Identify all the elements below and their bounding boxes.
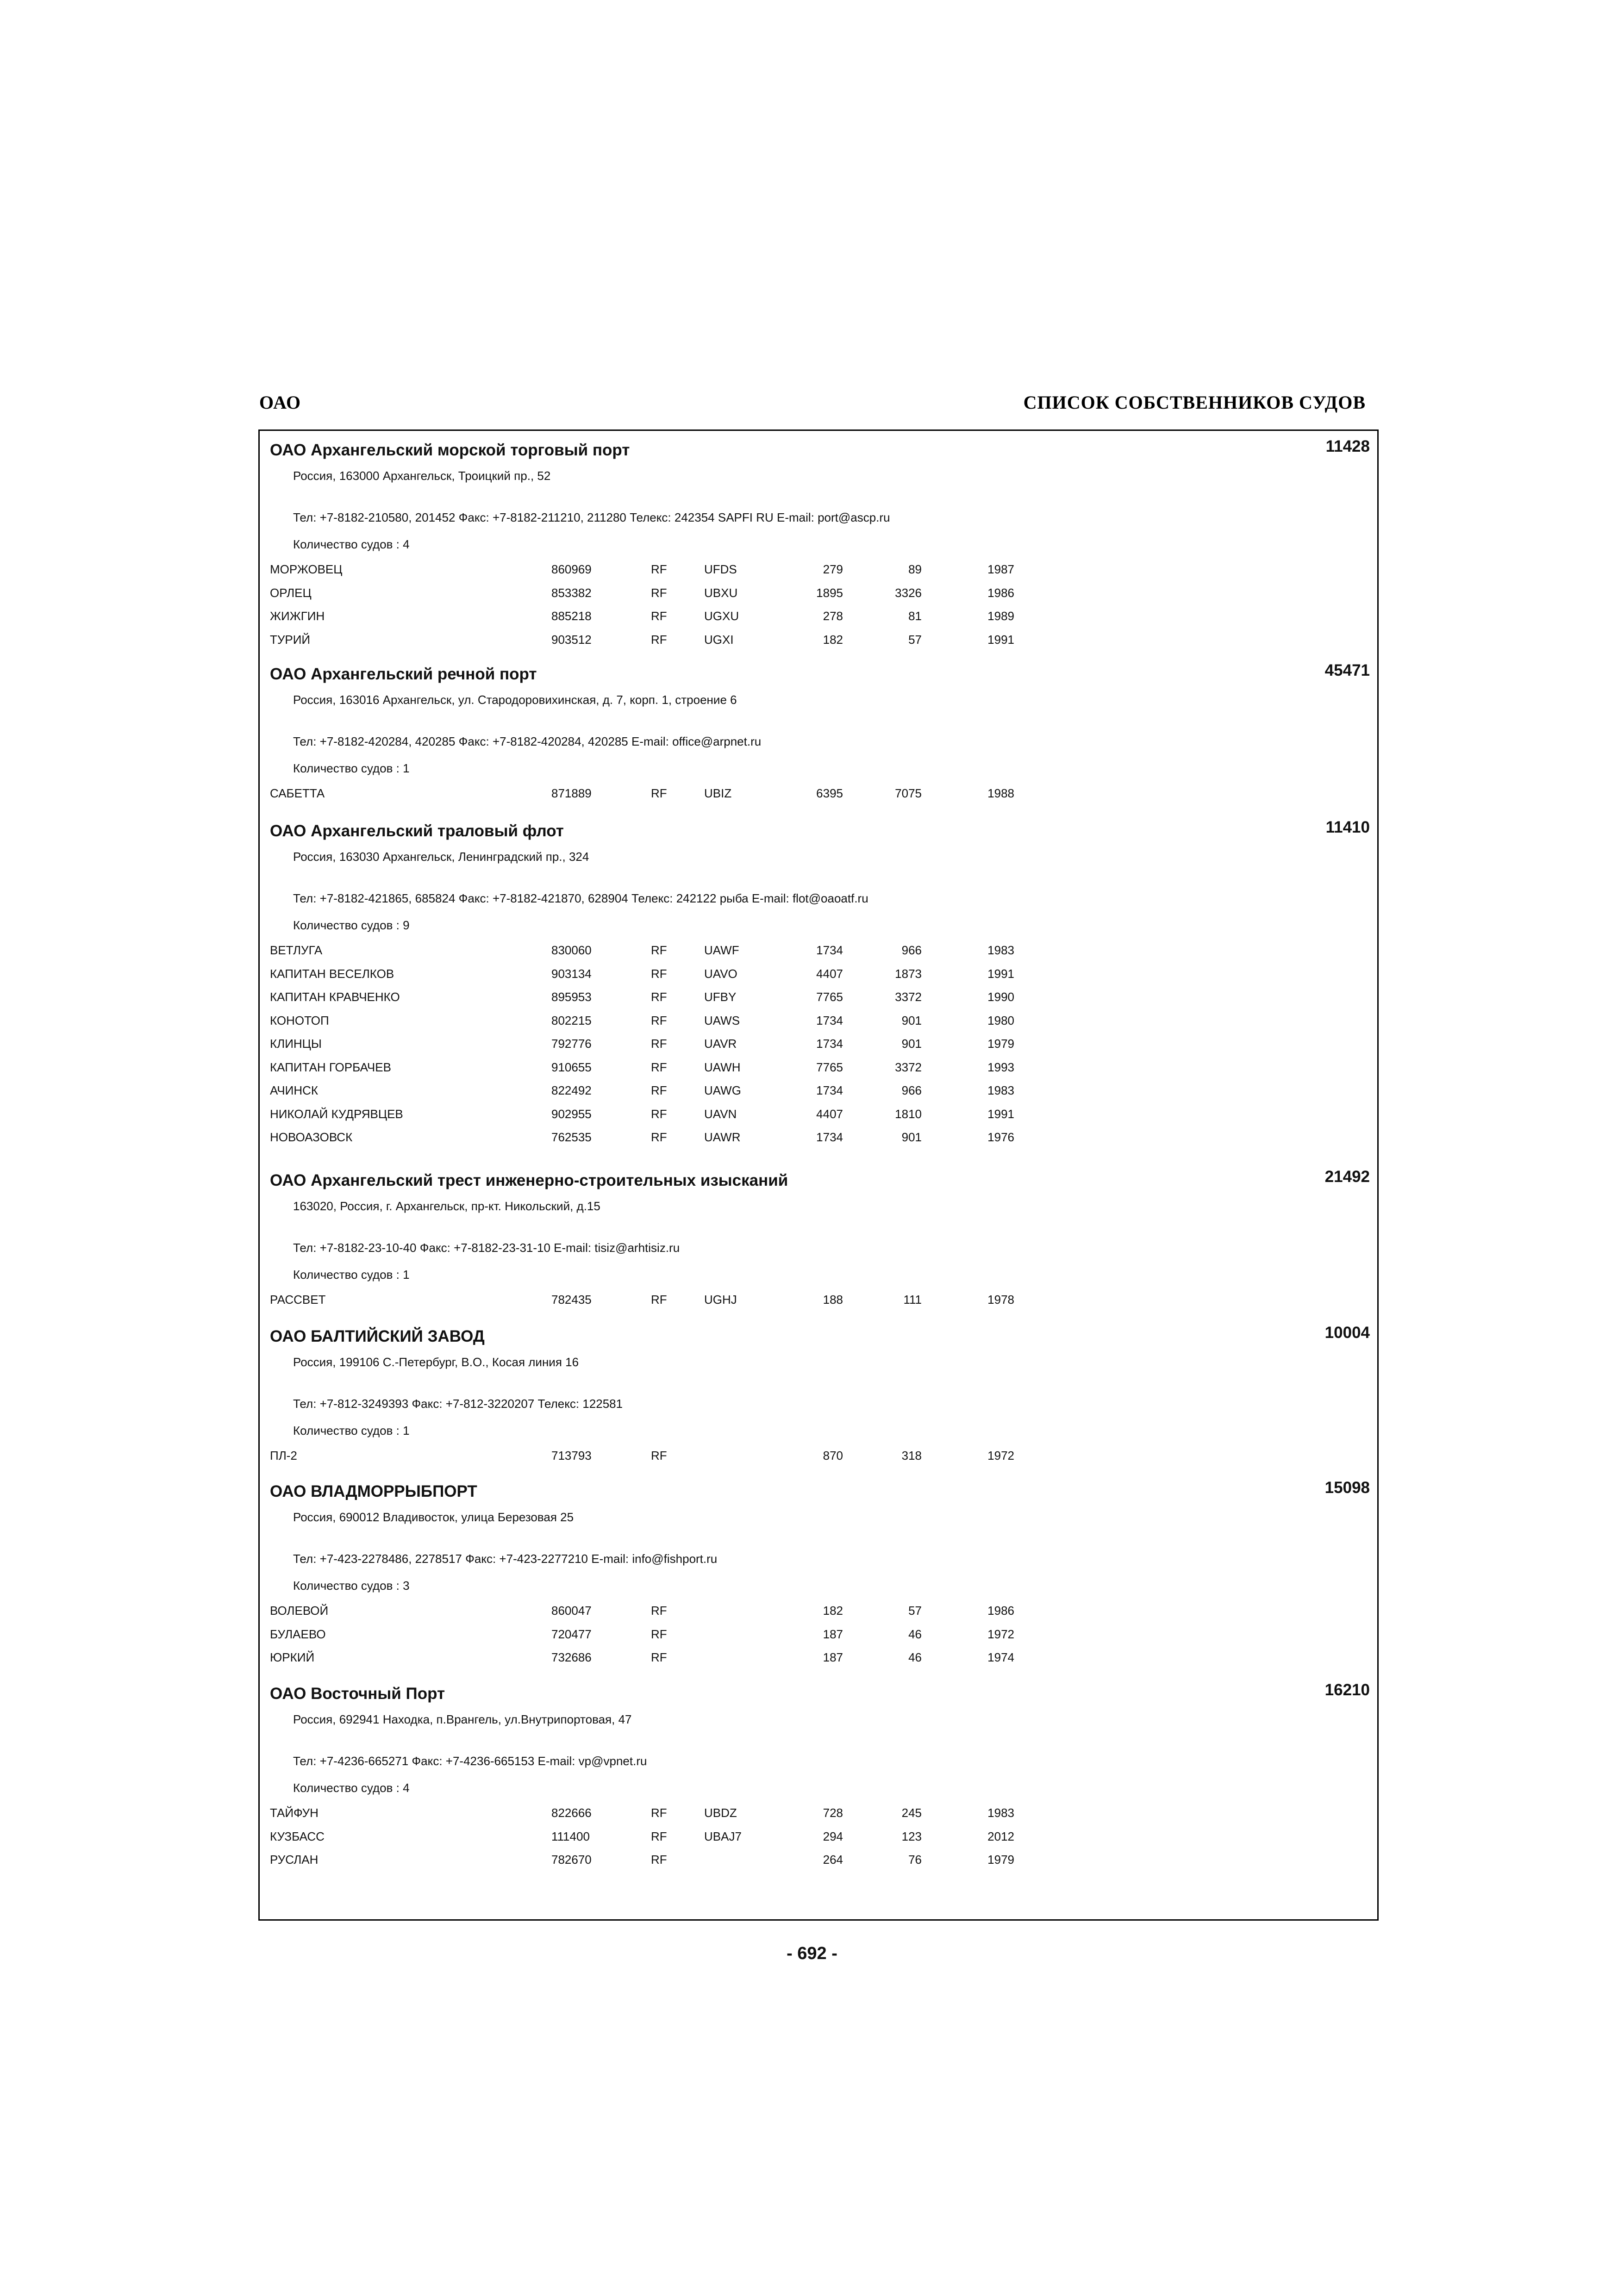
vessel-deadweight: 57 xyxy=(908,632,922,647)
vessel-id: 782670 xyxy=(551,1853,592,1867)
vessel-year: 1980 xyxy=(987,1013,1014,1027)
vessel-name: ТАЙФУН xyxy=(270,1806,319,1820)
company-address: Россия, 163030 Архангельск, Ленинградский пр., 324 xyxy=(293,850,589,864)
vessel-year: 1983 xyxy=(987,943,1014,957)
vessel-name: РАССВЕТ xyxy=(270,1293,326,1307)
vessel-callsign: UGXI xyxy=(704,632,734,647)
vessel-gross-tonnage: 1734 xyxy=(816,1130,843,1144)
vessel-year: 1983 xyxy=(987,1083,1014,1097)
vessel-callsign: UAWS xyxy=(704,1013,740,1027)
vessel-id: 860969 xyxy=(551,562,592,576)
vessel-gross-tonnage: 1734 xyxy=(816,1013,843,1027)
vessel-row xyxy=(260,1014,1377,1029)
vessel-deadweight: 3372 xyxy=(895,990,922,1004)
running-header-right: СПИСОК СОБСТВЕННИКОВ СУДОВ xyxy=(1023,392,1366,413)
vessel-gross-tonnage: 188 xyxy=(823,1293,843,1307)
company-name: ОАО БАЛТИЙСКИЙ ЗАВОД xyxy=(270,1327,485,1345)
vessel-row xyxy=(260,967,1377,983)
vessel-year: 1991 xyxy=(987,966,1014,981)
vessel-row xyxy=(260,990,1377,1006)
vessel-flag: RF xyxy=(651,562,667,576)
vessel-name: ЖИЖГИН xyxy=(270,609,325,623)
company-contacts: Тел: +7-8182-210580, 201452 Факс: +7-8182-211210, 211280 Телекс: 242354 SAPFI RU E-mail: port@ascp.ru xyxy=(293,510,890,524)
company-name: ОАО Восточный Порт xyxy=(270,1685,445,1703)
running-header-left: ОАО xyxy=(259,392,301,413)
vessel-id: 903134 xyxy=(551,966,592,981)
vessel-id: 111400 xyxy=(551,1829,590,1843)
vessel-year: 1989 xyxy=(987,609,1014,623)
vessel-flag: RF xyxy=(651,609,667,623)
vessel-flag: RF xyxy=(651,1627,667,1641)
vessel-deadweight: 901 xyxy=(901,1130,922,1144)
vessel-gross-tonnage: 187 xyxy=(823,1650,843,1664)
vessel-name: ВЕТЛУГА xyxy=(270,943,323,957)
vessel-gross-tonnage: 294 xyxy=(823,1829,843,1843)
vessel-count: Количество судов : 1 xyxy=(293,1424,410,1437)
vessel-name: БУЛАЕВО xyxy=(270,1627,326,1641)
company-address: 163020, Россия, г. Архангельск, пр-кт. Никольский, д.15 xyxy=(293,1199,600,1213)
vessel-count: Количество судов : 4 xyxy=(293,1781,410,1795)
vessel-deadweight: 318 xyxy=(901,1449,922,1462)
vessel-gross-tonnage: 7765 xyxy=(816,1060,843,1074)
vessel-gross-tonnage: 264 xyxy=(823,1853,843,1867)
vessel-id: 822666 xyxy=(551,1806,592,1820)
vessel-gross-tonnage: 4407 xyxy=(816,1107,843,1121)
vessel-flag: RF xyxy=(651,1130,667,1144)
vessel-id: 871889 xyxy=(551,786,592,800)
company-reg-number: 11428 xyxy=(1325,437,1370,455)
company-contacts: Тел: +7-812-3249393 Факс: +7-812-3220207 Телекс: 122581 xyxy=(293,1397,623,1411)
vessel-year: 1979 xyxy=(987,1853,1014,1867)
company-contacts: Тел: +7-423-2278486, 2278517 Факс: +7-423-2277210 E-mail: info@fishport.ru xyxy=(293,1552,718,1566)
company-block xyxy=(260,1324,1377,1462)
company-reg-number: 16210 xyxy=(1324,1681,1370,1699)
vessel-row xyxy=(260,1627,1377,1643)
vessel-year: 1978 xyxy=(987,1293,1014,1307)
vessel-row xyxy=(260,1060,1377,1076)
vessel-count: Количество судов : 4 xyxy=(293,537,410,551)
vessel-row xyxy=(260,1806,1377,1822)
vessel-id: 720477 xyxy=(551,1627,592,1641)
vessel-deadweight: 901 xyxy=(901,1037,922,1051)
vessel-callsign: UAWF xyxy=(704,943,739,957)
vessel-callsign: UBDZ xyxy=(704,1806,737,1820)
vessel-year: 1986 xyxy=(987,585,1014,600)
company-reg-number: 21492 xyxy=(1324,1168,1370,1186)
vessel-gross-tonnage: 182 xyxy=(823,632,843,647)
vessel-gross-tonnage: 187 xyxy=(823,1627,843,1641)
vessel-name: АЧИНСК xyxy=(270,1083,319,1097)
vessel-gross-tonnage: 278 xyxy=(823,609,843,623)
vessel-year: 1987 xyxy=(987,562,1014,576)
vessel-row xyxy=(260,1083,1377,1099)
vessel-id: 895953 xyxy=(551,990,592,1004)
vessel-deadweight: 76 xyxy=(908,1853,922,1867)
vessel-year: 1972 xyxy=(987,1627,1014,1641)
vessel-id: 903512 xyxy=(551,632,592,647)
vessel-deadweight: 123 xyxy=(901,1829,922,1843)
vessel-deadweight: 46 xyxy=(908,1650,922,1664)
vessel-id: 792776 xyxy=(551,1037,592,1051)
vessel-flag: RF xyxy=(651,585,667,600)
vessel-deadweight: 1873 xyxy=(895,966,922,981)
vessel-gross-tonnage: 1734 xyxy=(816,943,843,957)
vessel-year: 1990 xyxy=(987,990,1014,1004)
vessel-name: ЮРКИЙ xyxy=(270,1650,315,1664)
vessel-row xyxy=(260,609,1377,625)
company-reg-number: 11410 xyxy=(1325,818,1370,836)
vessel-gross-tonnage: 1734 xyxy=(816,1037,843,1051)
vessel-year: 1988 xyxy=(987,786,1014,800)
vessel-gross-tonnage: 6395 xyxy=(816,786,843,800)
vessel-gross-tonnage: 182 xyxy=(823,1604,843,1618)
vessel-name: ТУРИЙ xyxy=(270,632,311,647)
vessel-deadweight: 3326 xyxy=(895,585,922,600)
owners-list-frame xyxy=(258,429,1379,1921)
vessel-gross-tonnage: 1895 xyxy=(816,585,843,600)
company-address: Россия, 690012 Владивосток, улица Березовая 25 xyxy=(293,1510,574,1524)
vessel-flag: RF xyxy=(651,1013,667,1027)
vessel-year: 1986 xyxy=(987,1604,1014,1618)
vessel-id: 782435 xyxy=(551,1293,592,1307)
company-address: Россия, 163016 Архангельск, ул. Стародоровихинская, д. 7, корп. 1, строение 6 xyxy=(293,693,737,707)
vessel-deadweight: 1810 xyxy=(895,1107,922,1121)
vessel-id: 802215 xyxy=(551,1013,592,1027)
vessel-name: КУЗБАСС xyxy=(270,1829,325,1843)
vessel-id: 762535 xyxy=(551,1130,592,1144)
vessel-count: Количество судов : 9 xyxy=(293,918,410,932)
vessel-name: ОРЛЕЦ xyxy=(270,585,312,600)
company-address: Россия, 199106 С.-Петербург, В.О., Косая линия 16 xyxy=(293,1355,579,1369)
vessel-callsign: UGXU xyxy=(704,609,739,623)
vessel-flag: RF xyxy=(651,1449,667,1462)
vessel-name: КЛИНЦЫ xyxy=(270,1037,322,1051)
vessel-deadweight: 245 xyxy=(901,1806,922,1820)
vessel-flag: RF xyxy=(651,943,667,957)
vessel-name: КАПИТАН КРАВЧЕНКО xyxy=(270,990,400,1004)
company-address: Россия, 692941 Находка, п.Врангель, ул.Внутрипортовая, 47 xyxy=(293,1712,632,1726)
vessel-callsign: UFDS xyxy=(704,562,737,576)
vessel-gross-tonnage: 728 xyxy=(823,1806,843,1820)
vessel-callsign: UAVN xyxy=(704,1107,737,1121)
vessel-year: 1991 xyxy=(987,632,1014,647)
vessel-flag: RF xyxy=(651,1037,667,1051)
vessel-year: 1991 xyxy=(987,1107,1014,1121)
vessel-name: ВОЛЕВОЙ xyxy=(270,1604,329,1618)
vessel-callsign: UAWG xyxy=(704,1083,741,1097)
vessel-id: 830060 xyxy=(551,943,592,957)
vessel-flag: RF xyxy=(651,1853,667,1867)
vessel-row xyxy=(260,633,1377,648)
vessel-deadweight: 111 xyxy=(903,1293,922,1307)
vessel-deadweight: 7075 xyxy=(895,786,922,800)
vessel-id: 860047 xyxy=(551,1604,592,1618)
vessel-flag: RF xyxy=(651,1293,667,1307)
vessel-callsign: UBAJ7 xyxy=(704,1829,742,1843)
vessel-callsign: UGHJ xyxy=(704,1293,737,1307)
vessel-row xyxy=(260,1449,1377,1464)
vessel-name: КАПИТАН ГОРБАЧЕВ xyxy=(270,1060,391,1074)
vessel-callsign: UAWH xyxy=(704,1060,741,1074)
vessel-deadweight: 81 xyxy=(908,609,922,623)
vessel-count: Количество судов : 1 xyxy=(293,1268,410,1282)
vessel-row xyxy=(260,1107,1377,1123)
vessel-count: Количество судов : 1 xyxy=(293,761,410,775)
vessel-flag: RF xyxy=(651,990,667,1004)
vessel-deadweight: 89 xyxy=(908,562,922,576)
vessel-row xyxy=(260,1293,1377,1308)
vessel-row xyxy=(260,586,1377,602)
vessel-deadweight: 901 xyxy=(901,1013,922,1027)
vessel-flag: RF xyxy=(651,1829,667,1843)
company-reg-number: 15098 xyxy=(1324,1479,1370,1497)
vessel-id: 822492 xyxy=(551,1083,592,1097)
company-address: Россия, 163000 Архангельск, Троицкий пр., 52 xyxy=(293,469,551,483)
vessel-callsign: UBIZ xyxy=(704,786,732,800)
vessel-row xyxy=(260,1650,1377,1666)
vessel-callsign: UAWR xyxy=(704,1130,741,1144)
vessel-name: КОНОТОП xyxy=(270,1013,329,1027)
vessel-name: РУСЛАН xyxy=(270,1853,319,1867)
vessel-deadweight: 46 xyxy=(908,1627,922,1641)
vessel-gross-tonnage: 279 xyxy=(823,562,843,576)
vessel-row xyxy=(260,1829,1377,1845)
vessel-gross-tonnage: 7765 xyxy=(816,990,843,1004)
vessel-name: МОРЖОВЕЦ xyxy=(270,562,343,576)
company-block xyxy=(260,1168,1377,1307)
vessel-id: 853382 xyxy=(551,585,592,600)
company-name: ОАО ВЛАДМОРРЫБПОРТ xyxy=(270,1482,477,1500)
vessel-flag: RF xyxy=(651,786,667,800)
vessel-flag: RF xyxy=(651,1107,667,1121)
company-contacts: Тел: +7-4236-665271 Факс: +7-4236-665153 E-mail: vp@vpnet.ru xyxy=(293,1754,647,1768)
company-contacts: Тел: +7-8182-23-10-40 Факс: +7-8182-23-31-10 E-mail: tisiz@arhtisiz.ru xyxy=(293,1241,680,1255)
vessel-id: 885218 xyxy=(551,609,592,623)
vessel-flag: RF xyxy=(651,1806,667,1820)
company-block xyxy=(260,661,1377,800)
company-block xyxy=(260,437,1377,647)
vessel-year: 1976 xyxy=(987,1130,1014,1144)
vessel-name: КАПИТАН ВЕСЕЛКОВ xyxy=(270,966,394,981)
vessel-year: 1993 xyxy=(987,1060,1014,1074)
vessel-year: 1974 xyxy=(987,1650,1014,1664)
vessel-gross-tonnage: 870 xyxy=(823,1449,843,1462)
vessel-callsign: UAVR xyxy=(704,1037,737,1051)
company-reg-number: 45471 xyxy=(1324,661,1370,679)
vessel-id: 910655 xyxy=(551,1060,592,1074)
company-block xyxy=(260,818,1377,1144)
vessel-id: 713793 xyxy=(551,1449,592,1462)
company-name: ОАО Архангельский трест инженерно-строительных изысканий xyxy=(270,1171,788,1189)
vessel-row xyxy=(260,943,1377,959)
vessel-deadweight: 966 xyxy=(901,1083,922,1097)
vessel-flag: RF xyxy=(651,1060,667,1074)
vessel-name: ПЛ-2 xyxy=(270,1449,297,1462)
vessel-count: Количество судов : 3 xyxy=(293,1579,410,1593)
company-block xyxy=(260,1681,1377,1867)
vessel-deadweight: 3372 xyxy=(895,1060,922,1074)
page-number: - 692 - xyxy=(787,1944,837,1963)
vessel-name: НИКОЛАЙ КУДРЯВЦЕВ xyxy=(270,1107,403,1121)
vessel-flag: RF xyxy=(651,966,667,981)
vessel-callsign: UFBY xyxy=(704,990,737,1004)
vessel-row xyxy=(260,1604,1377,1619)
vessel-row xyxy=(260,562,1377,578)
vessel-deadweight: 57 xyxy=(908,1604,922,1618)
vessel-year: 1983 xyxy=(987,1806,1014,1820)
vessel-name: САБЕТТА xyxy=(270,786,325,800)
vessel-row xyxy=(260,1130,1377,1146)
vessel-id: 902955 xyxy=(551,1107,592,1121)
vessel-name: НОВОАЗОВСК xyxy=(270,1130,353,1144)
company-contacts: Тел: +7-8182-421865, 685824 Факс: +7-8182-421870, 628904 Телекс: 242122 рыба E-mail: flot@oaoatf.ru xyxy=(293,891,868,905)
vessel-flag: RF xyxy=(651,1650,667,1664)
vessel-flag: RF xyxy=(651,1083,667,1097)
company-name: ОАО Архангельский речной порт xyxy=(270,665,537,683)
vessel-flag: RF xyxy=(651,632,667,647)
company-contacts: Тел: +7-8182-420284, 420285 Факс: +7-8182-420284, 420285 E-mail: office@arpnet.ru xyxy=(293,734,762,748)
vessel-row xyxy=(260,1853,1377,1868)
vessel-year: 2012 xyxy=(987,1829,1014,1843)
vessel-gross-tonnage: 1734 xyxy=(816,1083,843,1097)
company-block xyxy=(260,1479,1377,1664)
vessel-deadweight: 966 xyxy=(901,943,922,957)
vessel-callsign: UBXU xyxy=(704,585,738,600)
vessel-gross-tonnage: 4407 xyxy=(816,966,843,981)
vessel-row xyxy=(260,1037,1377,1052)
vessel-id: 732686 xyxy=(551,1650,592,1664)
company-name: ОАО Архангельский траловый флот xyxy=(270,822,564,840)
vessel-flag: RF xyxy=(651,1604,667,1618)
vessel-callsign: UAVO xyxy=(704,966,737,981)
company-reg-number: 10004 xyxy=(1324,1324,1370,1342)
vessel-year: 1979 xyxy=(987,1037,1014,1051)
company-name: ОАО Архангельский морской торговый порт xyxy=(270,441,630,459)
vessel-year: 1972 xyxy=(987,1449,1014,1462)
vessel-row xyxy=(260,786,1377,802)
